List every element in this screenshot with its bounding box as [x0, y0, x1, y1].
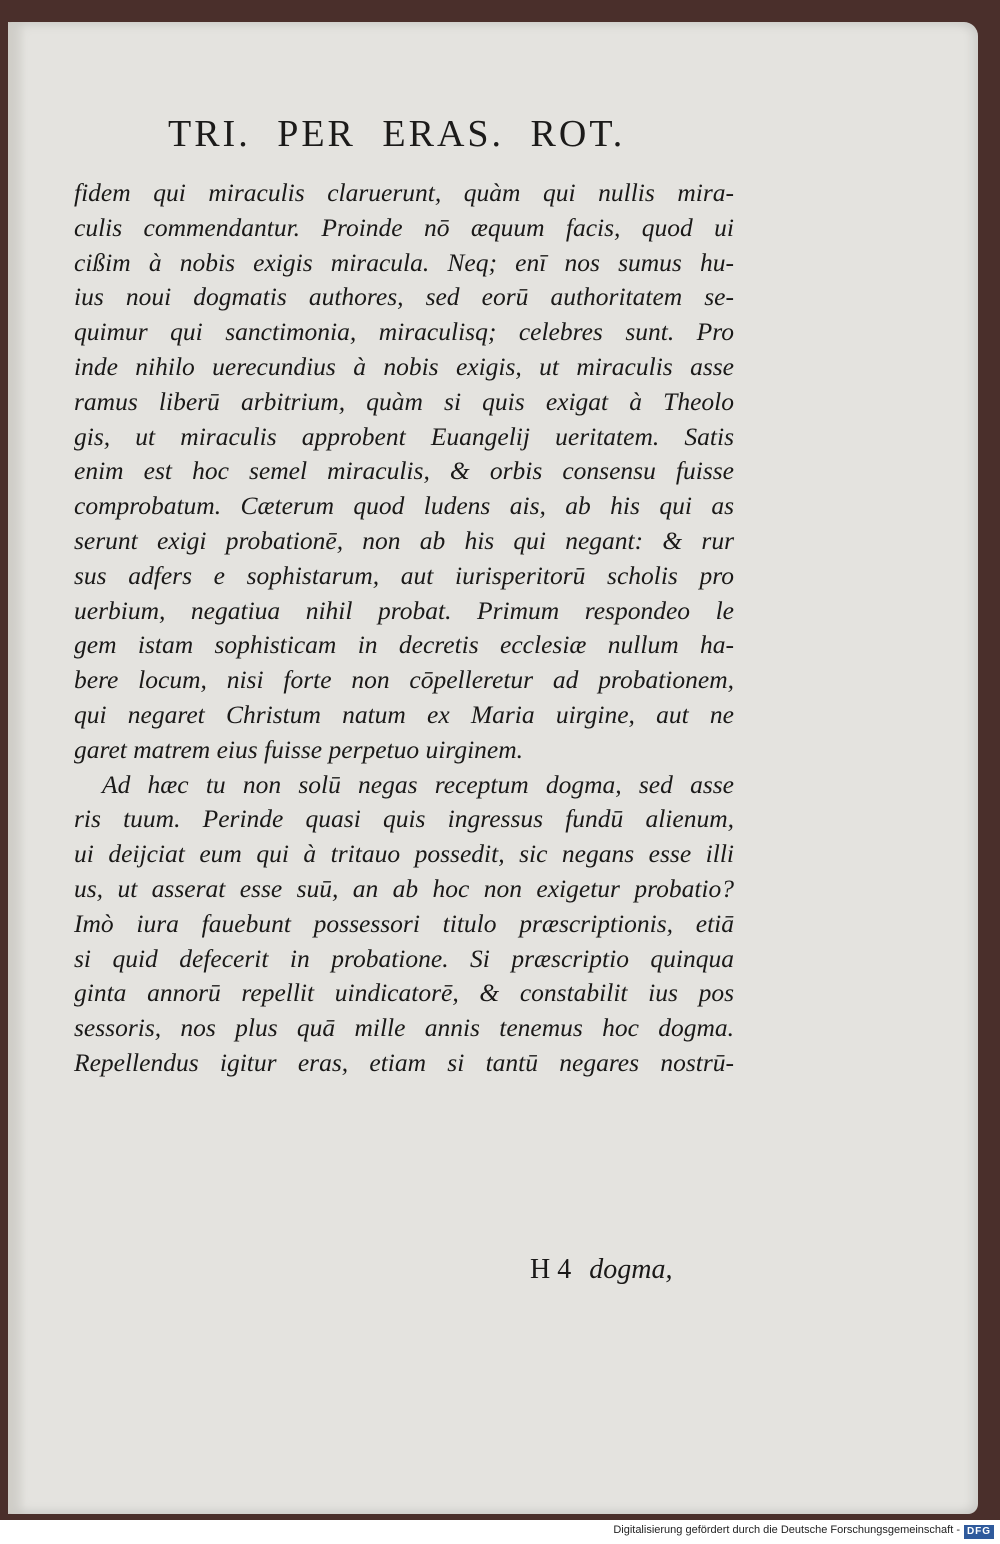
- text-line: gis, ut miraculis approbent Euangelij ueritatem. Satis: [74, 421, 734, 451]
- text-line: si quid defecerit in probatione. Si præscriptio quinqua: [74, 943, 734, 973]
- text-line: enim est hoc semel miraculis, & orbis consensu fuisse: [74, 456, 734, 486]
- text-line: fidem qui miraculis claruerunt, quàm qui nullis mira-: [74, 178, 734, 207]
- text-line: ramus liberū arbitrium, quàm si quis exigat à Theolo: [74, 386, 734, 416]
- text-line: serunt exigi probationē, non ab his qui negant: & rur: [74, 525, 734, 555]
- text-line: ris tuum. Perinde quasi quis ingressus fundū alienum,: [74, 804, 734, 834]
- text-line: ui deijciat eum qui à tritauo possedit, sic negans esse illi: [74, 839, 734, 869]
- text-line: Repellendus igitur eras, etiam si tantū negares nostrū-: [74, 1047, 734, 1077]
- text-line: ius noui dogmatis authores, sed eorū authoritatem se-: [74, 282, 734, 312]
- text-line: sessoris, nos plus quā mille annis tenemus hoc dogma.: [74, 1013, 734, 1043]
- catchword: dogma,: [589, 1254, 673, 1285]
- text-line: comprobatum. Cæterum quod ludens ais, ab his qui as: [74, 491, 734, 521]
- running-head: TRI. PER ERAS. ROT.: [168, 113, 626, 155]
- text-line: us, ut asserat esse suū, an ab hoc non exigetur probatio?: [74, 873, 734, 903]
- text-line: garet matrem eius fuisse perpetuo uirginem.: [74, 734, 524, 764]
- text-line: qui negaret Christum natum ex Maria uirgine, aut ne: [74, 699, 734, 729]
- text-line: inde nihilo uerecundius à nobis exigis, ut miraculis asse: [74, 351, 734, 381]
- text-line: ginta annorū repellit uindicatorē, & constabilit ius pos: [74, 978, 734, 1008]
- text-line: sus adfers e sophistarum, aut iurisperitorū scholis pro: [74, 560, 734, 590]
- text-line: gem istam sophisticam in decretis ecclesiæ nullum ha-: [74, 630, 734, 660]
- text-line: bere locum, nisi forte non cōpelleretur ad probationem,: [74, 665, 734, 695]
- text-line: uerbium, negatiua nihil probat. Primum respondeo le: [74, 595, 734, 625]
- catchline: [530, 1254, 730, 1286]
- signature-mark: H 4: [530, 1254, 572, 1285]
- text-line: culis commendantur. Proinde nō æquum facis, quod ui: [74, 212, 734, 242]
- text-line: cißim à nobis exigis miracula. Neq; enī nos sumus hu-: [74, 247, 734, 277]
- text-line: Imò iura fauebunt possessori titulo præscriptionis, etiā: [74, 908, 734, 938]
- paragraph-start-line: Ad hæc tu non solū negas receptum dogma, sed asse: [102, 769, 734, 799]
- funding-credit: Digitalisierung gefördert durch die Deutsche Forschungsgemeinschaft -: [613, 1524, 960, 1536]
- dfg-logo-icon: DFG: [964, 1525, 994, 1539]
- text-line: quimur qui sanctimonia, miraculisq; celebres sunt. Pro: [74, 317, 734, 347]
- body-text: [74, 176, 734, 1081]
